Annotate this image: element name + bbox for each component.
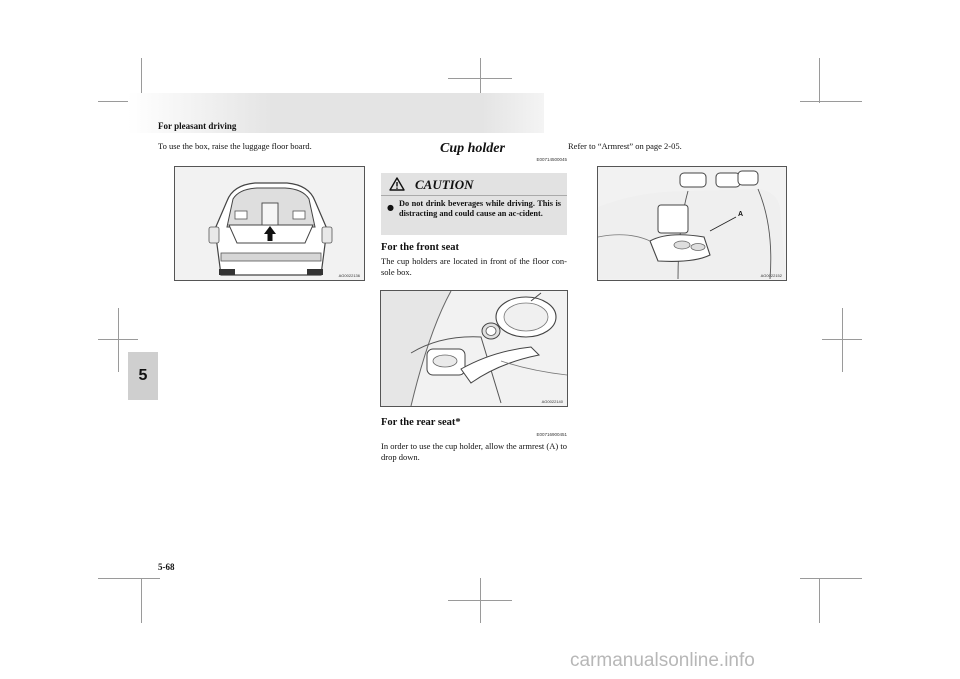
rear-seat-heading: For the rear seat*	[381, 417, 461, 428]
cup-holder-code: E00714500045	[536, 157, 567, 162]
luggage-box-figure	[174, 166, 365, 281]
front-cup-holder-figure	[380, 290, 568, 407]
crop-mark	[800, 578, 862, 579]
crop-mark	[98, 578, 160, 579]
rear-seat-illustration	[598, 167, 786, 280]
crop-mark	[842, 308, 843, 372]
figure-code: AG0022140	[541, 399, 563, 404]
callout-label-a: A	[738, 211, 744, 218]
figure-code: AG0022136	[338, 273, 360, 278]
crop-mark	[800, 101, 862, 102]
crop-mark	[118, 308, 119, 372]
caution-box	[381, 173, 567, 235]
caution-header	[381, 173, 567, 196]
bullet-icon: ●	[387, 203, 394, 212]
crop-mark	[819, 578, 820, 623]
warning-triangle-icon	[389, 177, 405, 196]
front-console-illustration	[381, 291, 567, 406]
crop-mark	[141, 578, 142, 623]
caution-label: CAUTION	[415, 177, 474, 192]
front-seat-heading: For the front seat	[381, 242, 460, 253]
chapter-tab	[128, 352, 158, 400]
armrest-reference: Refer to “Armrest” on page 2-05.	[568, 141, 682, 151]
watermark: carmanualsonline.info	[570, 650, 755, 671]
figure-code: AG0022152	[760, 273, 782, 278]
crop-mark	[98, 339, 138, 340]
crop-mark	[448, 600, 512, 601]
rear-seat-text: In order to use the cup holder, allow the armrest (A) to drop down.	[381, 441, 567, 462]
page-number: 5-68	[158, 562, 175, 572]
chapter-number: 5	[138, 367, 148, 384]
rear-armrest-figure	[597, 166, 787, 281]
front-seat-text: The cup holders are located in front of the floor con-sole box.	[381, 256, 567, 277]
vehicle-rear-illustration	[175, 167, 364, 280]
section-title: For pleasant driving	[158, 121, 237, 131]
crop-mark	[448, 78, 512, 79]
rear-seat-code: E00716900451	[536, 432, 567, 437]
crop-mark	[819, 58, 820, 103]
cup-holder-title: Cup holder	[440, 141, 505, 156]
crop-mark	[822, 339, 862, 340]
caution-text: Do not drink beverages while driving. This is distracting and could cause an ac-cident.	[399, 199, 561, 219]
luggage-box-instruction: To use the box, raise the luggage floor board.	[158, 141, 312, 151]
